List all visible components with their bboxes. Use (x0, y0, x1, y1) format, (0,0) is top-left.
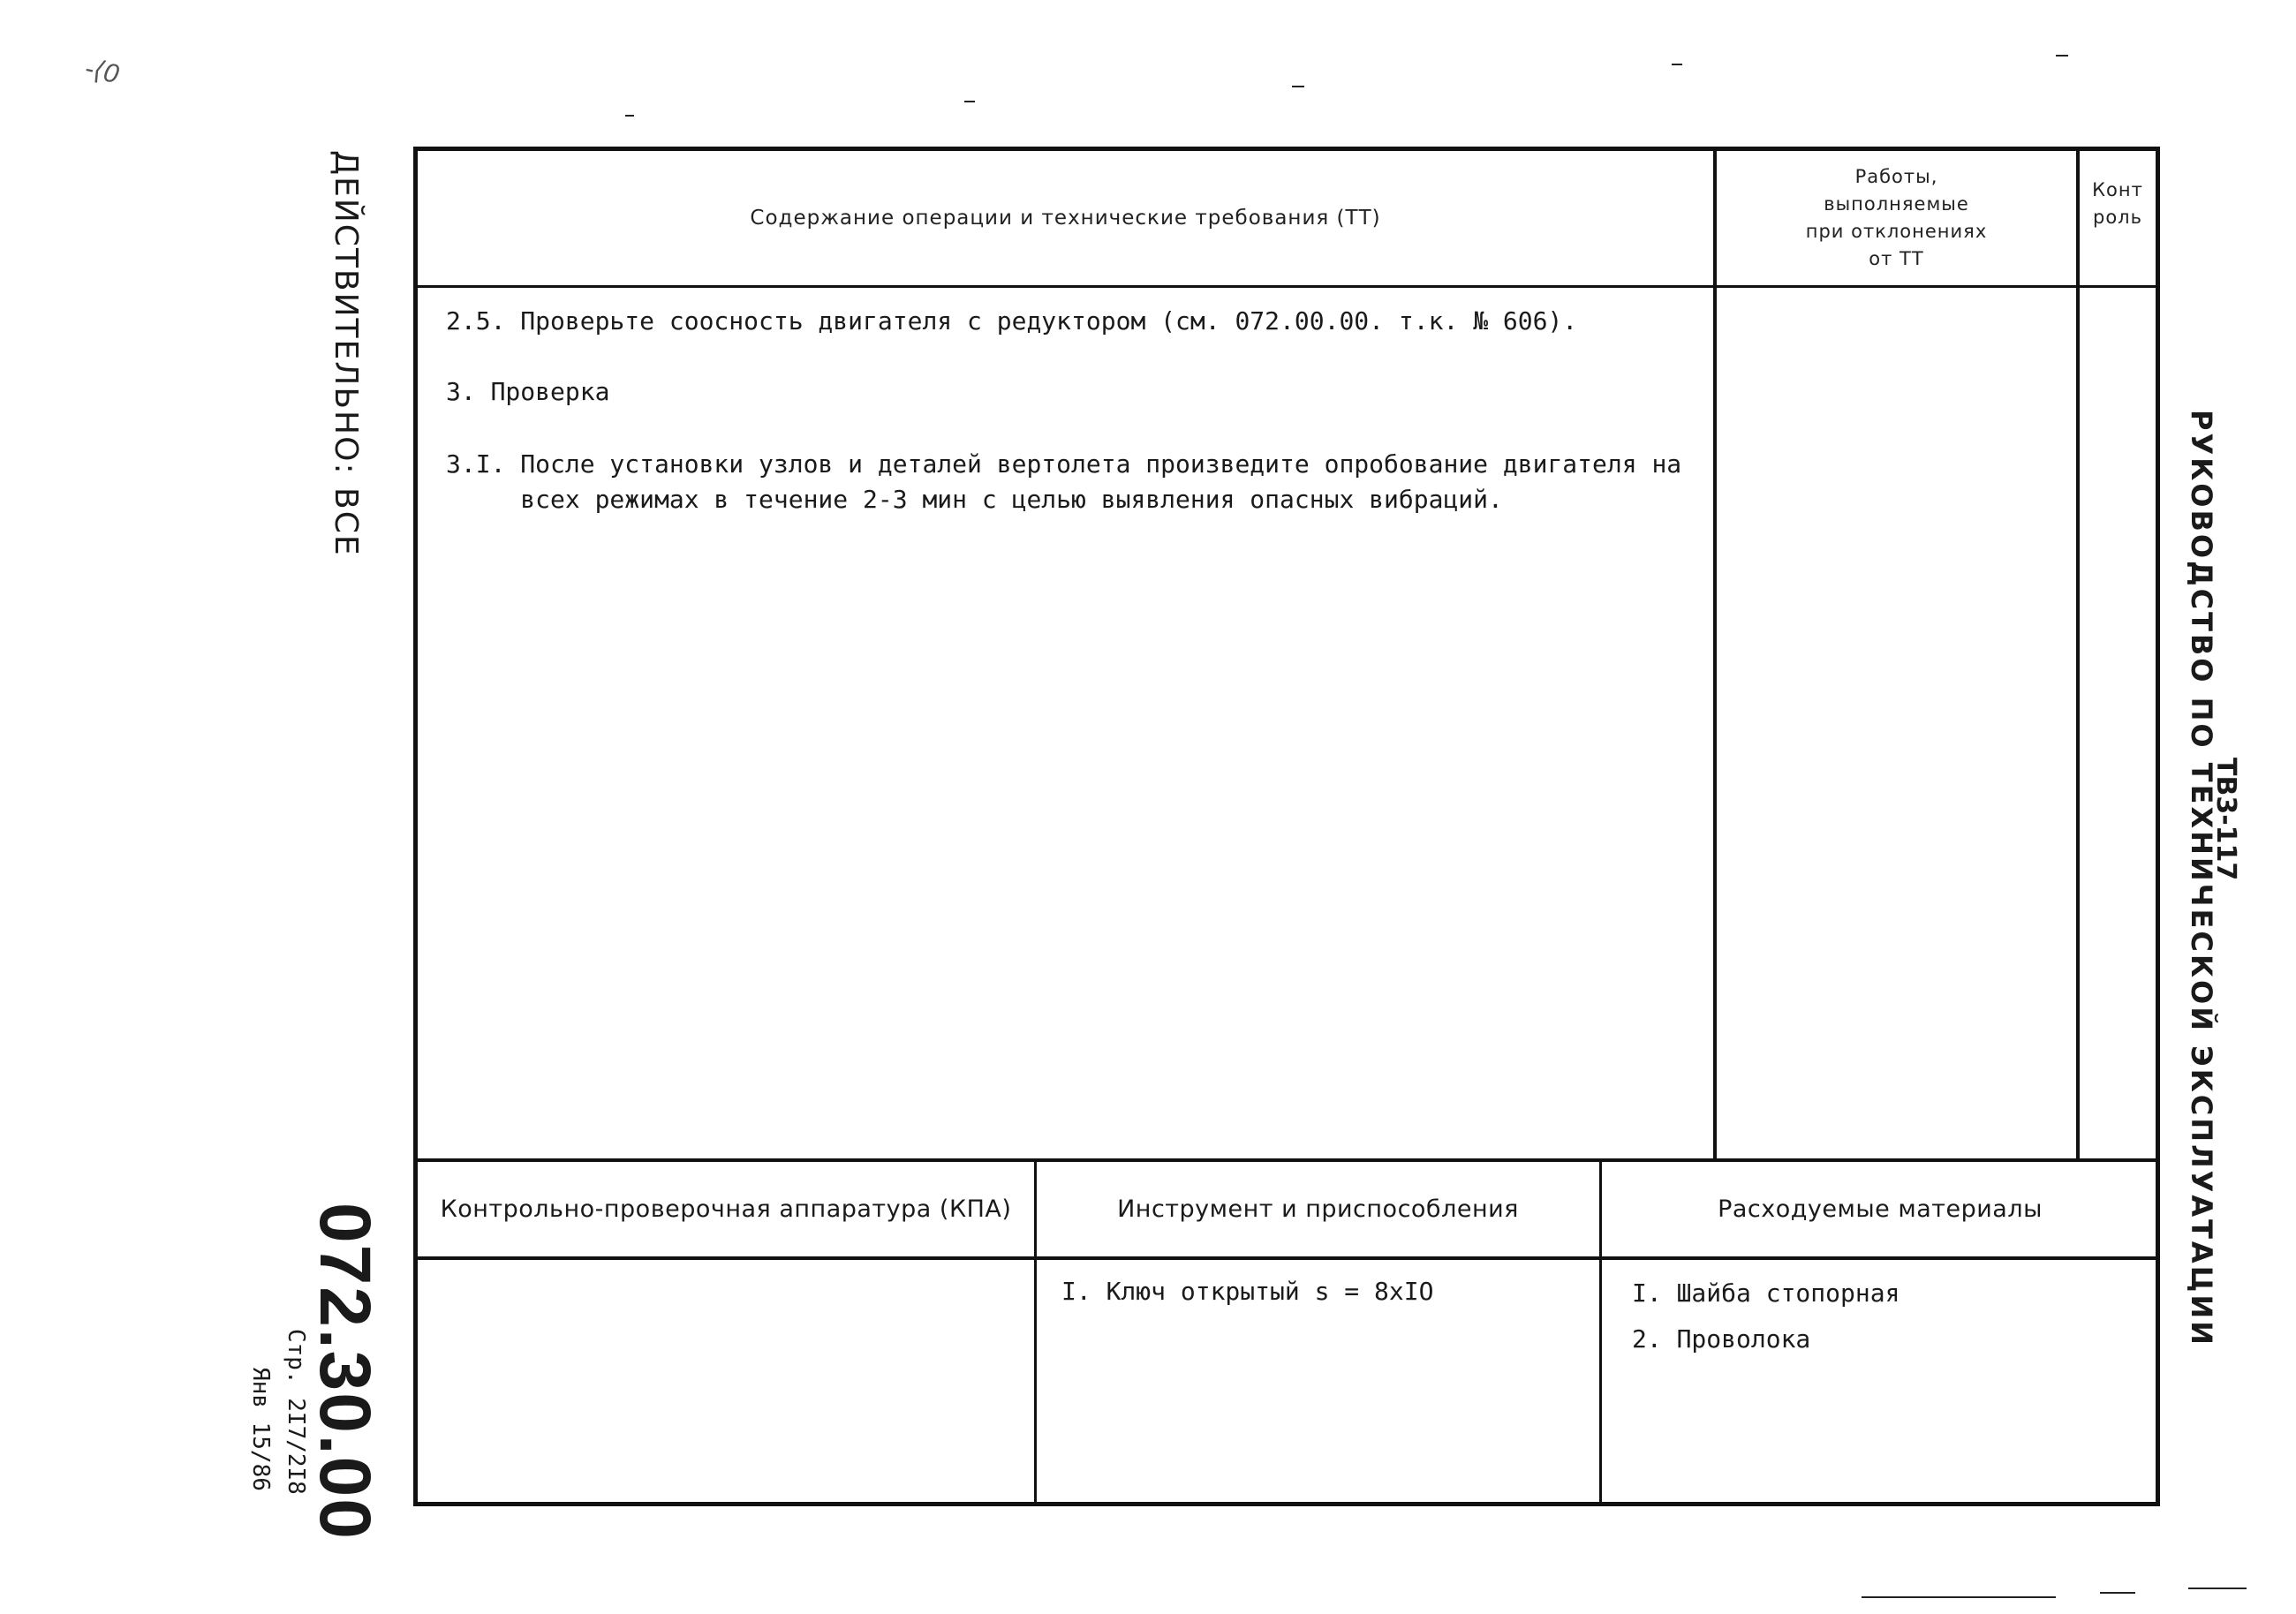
tools-header: Инструмент и приспособления (1117, 1195, 1519, 1223)
tool-item: I. Ключ открытый s = 8хIO (1061, 1277, 1434, 1306)
section-3-heading: 3. Проверка (446, 377, 610, 406)
scan-mark (2188, 1588, 2247, 1589)
deviation-col-divider (1713, 148, 1717, 1160)
control-header-line: Конт (2092, 179, 2143, 200)
validity-label: ДЕЙСТВИТЕЛЬНО: ВСЕ (328, 150, 364, 557)
scan-mark (2056, 55, 2068, 57)
step-3-1-line2: всех режимах в течение 2-3 мин с целью выявления опасных вибраций. (446, 485, 1503, 514)
control-column-header (2080, 177, 2156, 238)
scan-mark (964, 101, 975, 102)
materials-header: Расходуемые материалы (1718, 1195, 2043, 1223)
material-item: I. Шайба стопорная (1632, 1278, 1900, 1308)
corner-handwritten-mark: -⁠⟨0 (81, 53, 122, 90)
control-header-line: роль (2093, 207, 2142, 228)
revision-date: Янв 15/86 (247, 1367, 274, 1491)
deviation-header-line: при отклонениях (1805, 221, 1988, 242)
document-code: 072.30.00 (305, 1203, 385, 1541)
scan-mark (1672, 64, 1682, 65)
kpa-header: Контрольно-проверочная аппаратура (КПА) (440, 1195, 1012, 1223)
bottom-header-divider (415, 1256, 2158, 1260)
deviation-header-line: от ТТ (1869, 248, 1924, 269)
control-col-divider (2076, 148, 2080, 1160)
step-2-5: 2.5. Проверьте соосность двигателя с редуктором (см. 072.00.00. т.к. № 606). (446, 306, 1578, 336)
scan-mark (1292, 86, 1304, 87)
manual-title: РУКОВОДСТВО ПО ТЕХНИЧЕСКОЙ ЭКСПЛУАТАЦИИ (2185, 410, 2218, 1347)
header-divider (415, 285, 2158, 288)
scan-mark (1862, 1596, 2056, 1598)
step-3-1-line1: 3.I. После установки узлов и деталей вертолета произведите опробование двигателя на (446, 449, 1682, 479)
engine-model: ТВ3-117 (2210, 758, 2241, 881)
scan-mark (2100, 1592, 2135, 1594)
material-item: 2. Проволока (1632, 1324, 1811, 1354)
content-column-header: Содержание операции и технические требования (ТТ) (750, 207, 1381, 230)
deviation-header-line: выполняемые (1824, 193, 1969, 215)
deviation-column-header (1717, 151, 2076, 285)
scan-mark (625, 115, 634, 117)
deviation-header-line: Работы, (1854, 166, 1938, 187)
page-number: Стр. 2I7/2I8 (283, 1329, 309, 1495)
